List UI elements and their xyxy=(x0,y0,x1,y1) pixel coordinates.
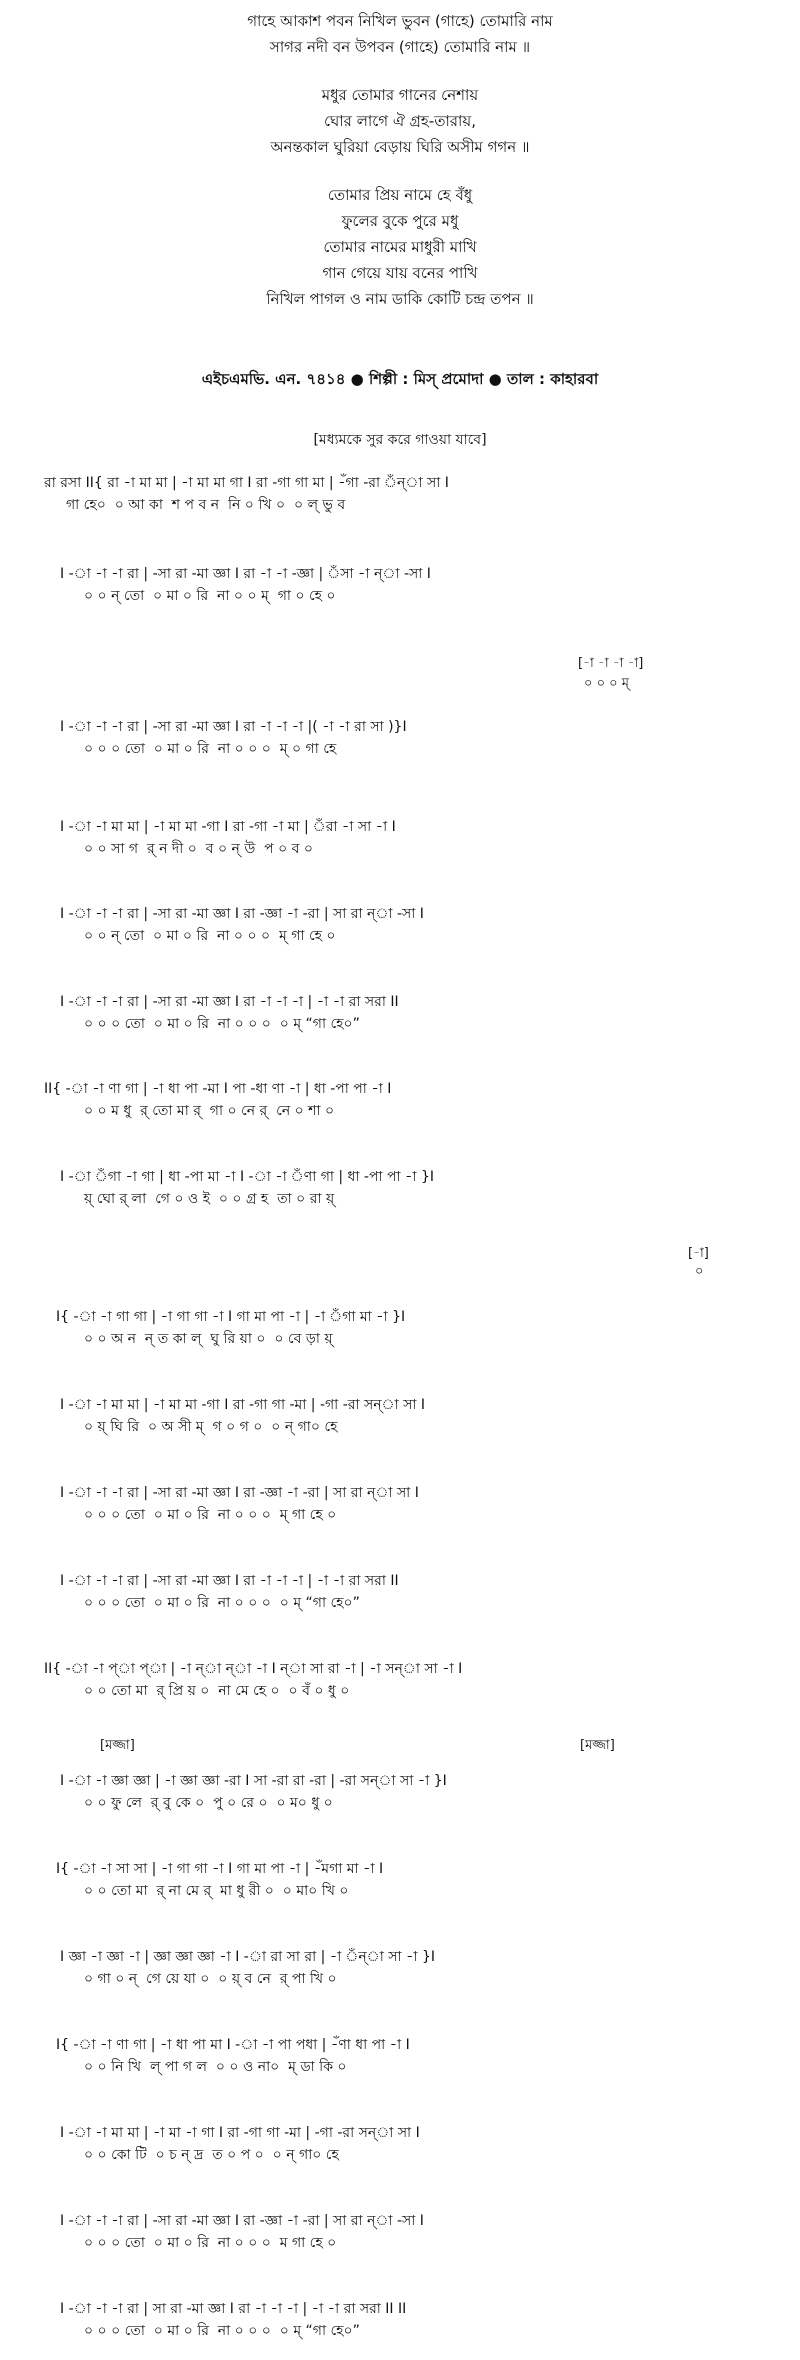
lyric-syllable-line: য়্ ঘো র্ লা গে ০ ও ই ০ ০ গ্র হ তা ০ রা য়্ xyxy=(84,1191,335,1207)
alt-words-annotation: ০ ০ ০ ম্ xyxy=(584,676,629,691)
swaralipi-line: I{ -া -া গা গা | -া গা গা -া I গা মা পা -া | -া ঁগা মা -া }I xyxy=(56,1309,406,1325)
swaralipi-line: I জ্ঞা -া জ্ঞা -া | জ্ঞা জ্ঞা জ্ঞা -া I -া রা সা রা | -া ঁন্া সা -া }I xyxy=(60,1949,436,1965)
swaralipi-line: II{ -া -া ণা গা | -া ধা পা -মা I পা -ধা ণা -া | ধা -পা পা -া I xyxy=(44,1081,392,1097)
lyric-line: তোমার নামের মাধুরী মাখি xyxy=(323,238,477,256)
lyric-syllable-line: ০ ০ ০ তো ০ মা ০ রি না ০ ০ ০ ০ ম্ “গা হে০” xyxy=(84,2323,360,2339)
lyric-syllable-line: ০ ০ ন্ তো ০ মা ০ রি না ০ ০ ০ ম্ গা হে ০ xyxy=(84,928,336,944)
swaralipi-line: I{ -া -া সা সা | -া গা গা -া I গা মা পা -া | -ঁমগা মা -া I xyxy=(56,1861,384,1877)
notation-system xyxy=(0,565,800,625)
lyric-line: ঘোর লাগে ঐ গ্রহ-তারায়, xyxy=(323,112,477,130)
lyric-syllable-line: ০ ০ ০ তো ০ মা ০ রি না ০ ০ ০ ম গা হে ০ xyxy=(84,2235,337,2251)
notation-system xyxy=(0,905,800,965)
lyric-syllable-line: ০ ০ ০ তো ০ মা ০ রি না ০ ০ ০ ম্ ০ গা হে xyxy=(84,741,337,757)
notation-system xyxy=(0,1572,800,1632)
lyric-syllable-line: ০ ০ ০ তো ০ মা ০ রি না ০ ০ ০ ০ ম্ “গা হে০” xyxy=(84,1016,360,1032)
notation-system xyxy=(0,818,800,878)
lyric-syllable-line: ০ ০ তো মা র্ প্রি য় ০ না মে হে ০ ০ বঁ ০ ধু ০ xyxy=(84,1683,350,1699)
mojja-annotation-2: [মজ্জা] xyxy=(580,1738,615,1753)
alt-rest-word-annotation: ০ xyxy=(695,1264,704,1279)
stanza-3 xyxy=(0,182,800,312)
swaralipi-line: I -া -া মা মা | -া মা -া গা I রা -গা গা -মা | -গা -রা সন্া সা I xyxy=(60,2125,420,2141)
notation-system xyxy=(0,474,800,534)
notation-system xyxy=(0,1860,800,1920)
lyric-line: গাহে আকাশ পবন নিখিল ভুবন (গাহে) তোমারি নাম xyxy=(247,12,553,30)
swaralipi-line: II{ -া -া প্া প্া | -া ন্া ন্া -া I ন্া সা রা -া | -া সন্া সা -া I xyxy=(44,1661,463,1677)
swaralipi-line: I -া -া -া রা | -সা রা -মা জ্ঞা I রা -া -া -া | -া -া রা সরা II xyxy=(60,994,399,1010)
lyric-line: মধুর তোমার গানের নেশায় xyxy=(321,86,479,104)
alt-notes-annotation: [-া -া -া -া] xyxy=(578,656,644,671)
swaralipi-line: I -া -া -া রা | -সা রা -মা জ্ঞা I রা -জ্ঞা -া -রা | সা রা ন্া সা I xyxy=(60,1485,419,1501)
stanza-2 xyxy=(0,82,800,160)
lyric-line: সাগর নদী বন উপবন (গাহে) তোমারি নাম ॥ xyxy=(269,38,531,56)
notation-system xyxy=(0,1396,800,1456)
singing-instruction: [মধ্যমকে সুর করে গাওয়া যাবে] xyxy=(313,432,487,448)
swaralipi-line: রা রসা II{ রা -া মা মা | -া মা মা গা I রা -গা গা মা | -ঁগা -রা ঁন্া সা I xyxy=(44,475,449,491)
lyric-syllable-line: ০ ০ নি খি ল্ পা গ ল ০ ০ ও না০ ম্ ডা কি ০ xyxy=(84,2059,347,2075)
swaralipi-line: I -া -া জ্ঞা জ্ঞা | -া জ্ঞা জ্ঞা -রা I সা -রা রা -রা | -রা সন্া সা -া }I xyxy=(60,1773,447,1789)
swaralipi-line: I -া -া -া রা | সা রা -মা জ্ঞা I রা -া -া -া | -া -া রা সরা II II xyxy=(60,2301,407,2317)
lyric-line: গান গেয়ে যায় বনের পাখি xyxy=(322,264,478,282)
stanza-1 xyxy=(0,8,800,60)
lyric-syllable-line: গা হে০ ০ আ কা শ প ব ন নি ০ খি ০ ০ ল্ ভু ব xyxy=(66,497,346,513)
lyric-syllable-line: ০ ০ সা গ র্ ন দী ০ ব ০ ন্ উ প ০ ব ০ xyxy=(84,841,313,857)
lyric-syllable-line: ০ ০ তো মা র্ না মে র্ মা ধু রী ০ ০ মা০ খি ০ xyxy=(84,1883,349,1899)
swaralipi-line: I -া -া মা মা | -া মা মা -গা I রা -গা গা -মা | -গা -রা সন্া সা I xyxy=(60,1397,426,1413)
mojja-annotation: [মজ্জা] xyxy=(100,1738,135,1753)
swaralipi-line: I -া -া -া রা | -সা রা -মা জ্ঞা I রা -জ্ঞা -া -রা | সা রা ন্া -সা I xyxy=(60,2213,424,2229)
notation-system xyxy=(0,1080,800,1140)
lyric-syllable-line: ০ ০ ০ তো ০ মা ০ রি না ০ ০ ০ ০ ম্ “গা হে০” xyxy=(84,1595,360,1611)
notation-system xyxy=(0,993,800,1053)
lyric-syllable-line: ০ ০ ম ধু র্ তো মা র্ গা ০ নে র্ নে ০ শা ০ xyxy=(84,1103,335,1119)
notation-system xyxy=(0,2124,800,2184)
record-info: এইচএমভি. এন. ৭৪১৪ ● শিল্পী : মিস্ প্রমোদা ● তাল : কাহারবা xyxy=(201,370,599,388)
lyrics-block xyxy=(0,8,800,334)
swaralipi-line: I -া ঁগা -া গা | ধা -পা মা -া I -া -া ঁণা গা | ধা -পা পা -া }I xyxy=(60,1169,435,1185)
swaralipi-line: I -া -া -া রা | -সা রা -মা জ্ঞা I রা -া -া -জ্ঞা | ঁসা -া ন্া -সা I xyxy=(60,566,431,582)
lyric-syllable-line: ০ ০ ন্ তো ০ মা ০ রি না ০ ০ ম্ গা ০ হে ০ xyxy=(84,588,336,604)
lyric-line: ফুলের বুকে পুরে মধু xyxy=(341,212,459,230)
swaralipi-line: I{ -া -া ণা গা | -া ধা পা মা I -া -া পা পধা | -ঁণা ধা পা -া I xyxy=(56,2037,410,2053)
notation-system xyxy=(0,1308,800,1368)
notation-system xyxy=(0,2212,800,2272)
lyric-syllable-line: ০ য়্ ঘি রি ০ অ সী ম্ গ ০ গ ০ ০ ন্ গা০ হে xyxy=(84,1419,338,1435)
swaralipi-line: I -া -া মা মা | -া মা মা -গা I রা -গা -া মা | ঁরা -া সা -া I xyxy=(60,819,396,835)
lyric-line: নিখিল পাগল ও নাম ডাকি কোটি চন্দ্র তপন ॥ xyxy=(266,290,534,308)
lyric-line: অনন্তকাল ঘুরিয়া বেড়ায় ঘিরি অসীম গগন ॥ xyxy=(270,138,530,156)
notation-system xyxy=(0,1772,800,1832)
notation-system xyxy=(0,1484,800,1544)
lyric-syllable-line: ০ ০ ফু লে র্ বু কে ০ পু ০ রে ০ ০ ম০ ধু ০ xyxy=(84,1795,333,1811)
lyric-syllable-line: ০ গা ০ ন্ গে য়ে যা ০ ০ য়্ ব নে র্ পা খি ০ xyxy=(84,1971,337,1987)
lyric-line: তোমার প্রিয় নামে হে বঁধু xyxy=(327,186,473,204)
lyric-syllable-line: ০ ০ ০ তো ০ মা ০ রি না ০ ০ ০ ম্ গা হে ০ xyxy=(84,1507,337,1523)
notation-system xyxy=(0,1948,800,2008)
notation-system xyxy=(0,2036,800,2096)
lyric-syllable-line: ০ ০ অ ন ন্ ত কা ল্ ঘু রি য়া ০ ০ বে ড়া য়্ xyxy=(84,1331,333,1347)
alt-rest-annotation: [-া] xyxy=(688,1246,709,1261)
notation-system xyxy=(0,2300,800,2360)
notation-system xyxy=(0,718,800,778)
notation-system xyxy=(0,1168,800,1228)
notation-system xyxy=(0,1660,800,1720)
swaralipi-line: I -া -া -া রা | -সা রা -মা জ্ঞা I রা -া -া -া | -া -া রা সরা II xyxy=(60,1573,399,1589)
lyric-syllable-line: ০ ০ কো টি ০ চ ন্ দ্র ত ০ প ০ ০ ন্ গা০ হে xyxy=(84,2147,339,2163)
swaralipi-line: I -া -া -া রা | -সা রা -মা জ্ঞা I রা -া -া -া |( -া -া রা সা )}I xyxy=(60,719,407,735)
swaralipi-line: I -া -া -া রা | -সা রা -মা জ্ঞা I রা -জ্ঞা -া -রা | সা রা ন্া -সা I xyxy=(60,906,424,922)
